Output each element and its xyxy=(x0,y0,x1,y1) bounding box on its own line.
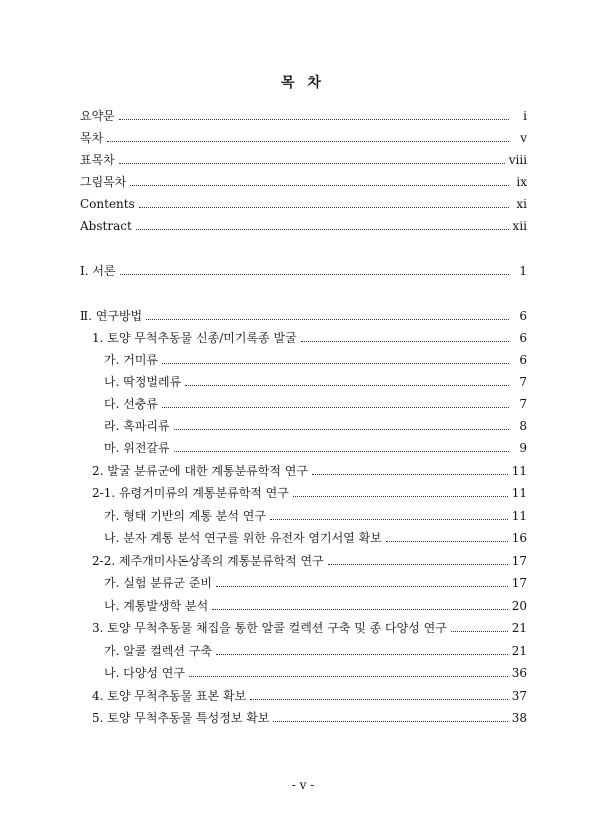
toc-section-1[interactable] xyxy=(92,330,527,346)
toc-entry-page: xii xyxy=(512,219,527,233)
dot-leader xyxy=(293,496,508,497)
toc-entry-label: 나. 딱정벌레류 xyxy=(104,375,182,389)
toc-entry-label: 나. 분자 계통 분석 연구를 위한 유전자 염기서열 확보 xyxy=(104,531,382,545)
toc-subsection-1-da[interactable] xyxy=(104,396,527,412)
dot-leader xyxy=(216,654,508,655)
dot-leader xyxy=(162,407,509,408)
toc-entry-contents-en[interactable] xyxy=(80,196,527,212)
toc-entry-label: 나. 계통발생학 분석 xyxy=(104,599,209,613)
dot-leader xyxy=(212,609,508,610)
toc-entry-label: 표목차 xyxy=(80,153,115,167)
dot-leader xyxy=(174,429,509,430)
dot-leader xyxy=(130,185,509,186)
dot-leader xyxy=(162,363,509,364)
toc-chapter-methods[interactable] xyxy=(80,308,527,324)
dot-leader xyxy=(273,721,507,722)
toc-entry-page: 20 xyxy=(511,599,527,613)
toc-subsection-1-ra[interactable] xyxy=(104,418,527,434)
toc-entry-page: 6 xyxy=(519,331,527,345)
toc-entry-label: 나. 다양성 연구 xyxy=(104,666,185,680)
toc-entry-abstract[interactable] xyxy=(80,218,527,234)
toc-section-2[interactable] xyxy=(92,463,527,479)
toc-entry-page: 11 xyxy=(511,464,527,478)
toc-entry-page: 9 xyxy=(519,441,527,455)
dot-leader xyxy=(328,564,508,565)
toc-subsection-3-na[interactable] xyxy=(104,665,527,681)
dot-leader xyxy=(119,119,509,120)
toc-entry-label: 5. 토양 무척추동물 특성정보 확보 xyxy=(92,711,270,725)
toc-entry-page: ⅷ xyxy=(508,153,527,167)
dot-leader xyxy=(120,274,509,275)
toc-subsection-2-1-na[interactable] xyxy=(104,530,527,546)
dot-leader xyxy=(119,163,505,164)
toc-entry-label: 요약문 xyxy=(80,109,115,123)
toc-subsection-1-ma[interactable] xyxy=(104,440,527,456)
toc-entry-page: v xyxy=(520,131,527,145)
toc-entry-label: Contents xyxy=(80,197,135,211)
toc-entry-label: 2. 발굴 분류군에 대한 계통분류학적 연구 xyxy=(92,464,308,478)
toc-subsection-1-na[interactable] xyxy=(104,374,527,390)
toc-subsection-2-2-na[interactable] xyxy=(104,598,527,614)
dot-leader xyxy=(174,451,509,452)
toc-entry-list-of-tables[interactable] xyxy=(80,152,527,168)
toc-entry-page: 36 xyxy=(511,666,527,680)
toc-entry-label: 다. 선충류 xyxy=(104,397,158,411)
dot-leader xyxy=(250,699,507,700)
toc-chapter-introduction[interactable] xyxy=(80,263,527,279)
toc-entry-label: 라. 혹파리류 xyxy=(104,419,170,433)
toc-section-2-1[interactable] xyxy=(92,485,527,501)
toc-entry-page: 38 xyxy=(511,711,527,725)
toc-entry-list-of-figures[interactable] xyxy=(80,174,527,190)
toc-entry-page: 6 xyxy=(519,353,527,367)
toc-entry-label: 4. 토양 무척추동물 표본 확보 xyxy=(92,689,247,703)
toc-entry-label: 그림목차 xyxy=(80,175,127,189)
toc-entry-page: 21 xyxy=(511,644,527,658)
toc-subsection-2-2-ga[interactable] xyxy=(104,575,527,591)
toc-section-3[interactable] xyxy=(92,620,527,636)
toc-entry-page: 21 xyxy=(511,621,527,635)
toc-entry-label: 2-2. 제주개미사돈상족의 계통분류학적 연구 xyxy=(92,554,324,568)
toc-entry-page: 11 xyxy=(511,509,527,523)
toc-entry-summary[interactable] xyxy=(80,108,527,124)
toc-subsection-3-ga[interactable] xyxy=(104,643,527,659)
toc-entry-page: 7 xyxy=(519,397,527,411)
dot-leader xyxy=(139,207,509,208)
toc-entry-label: 1. 토양 무척추동물 신종/미기록종 발굴 xyxy=(92,331,297,345)
dot-leader xyxy=(189,676,508,677)
toc-entry-contents[interactable] xyxy=(80,130,527,146)
dot-leader xyxy=(386,541,508,542)
toc-entry-label: 가. 형태 기반의 계통 분석 연구 xyxy=(104,509,266,523)
toc-entry-page: ix xyxy=(516,175,527,189)
page-number-footer: - v - xyxy=(291,778,315,792)
dot-leader xyxy=(312,474,508,475)
toc-entry-label: Abstract xyxy=(80,219,132,233)
page-title: 목 차 xyxy=(281,75,325,91)
dot-leader xyxy=(216,586,508,587)
toc-entry-page: 37 xyxy=(511,689,527,703)
dot-leader xyxy=(107,141,509,142)
toc-entry-label: 가. 실험 분류군 준비 xyxy=(104,576,212,590)
toc-entry-page: i xyxy=(523,109,527,123)
toc-section-5[interactable] xyxy=(92,710,527,726)
dot-leader xyxy=(301,341,509,342)
dot-leader xyxy=(146,319,509,320)
toc-entry-page: 17 xyxy=(511,576,527,590)
toc-entry-label: 마. 위전갈류 xyxy=(104,441,170,455)
toc-entry-label: 가. 알콜 컬렉션 구축 xyxy=(104,644,212,658)
toc-subsection-2-1-ga[interactable] xyxy=(104,508,527,524)
dot-leader xyxy=(136,229,509,230)
toc-entry-page: 1 xyxy=(519,264,527,278)
dot-leader xyxy=(270,519,508,520)
toc-entry-page: 17 xyxy=(511,554,527,568)
toc-entry-label: 3. 토양 무척추동물 채집을 통한 알콜 컬렉션 구축 및 종 다양성 연구 xyxy=(92,621,447,635)
toc-entry-page: 16 xyxy=(511,531,527,545)
toc-entry-page: 6 xyxy=(519,309,527,323)
toc-entry-page: xi xyxy=(516,197,527,211)
toc-section-2-2[interactable] xyxy=(92,553,527,569)
toc-section-4[interactable] xyxy=(92,688,527,704)
toc-entry-label: Ⅱ. 연구방법 xyxy=(80,309,143,323)
dot-leader xyxy=(451,631,508,632)
toc-entry-label: Ⅰ. 서론 xyxy=(80,264,116,278)
toc-entry-page: 11 xyxy=(511,486,527,500)
toc-entry-label: 2-1. 유령거미류의 계통분류학적 연구 xyxy=(92,486,289,500)
toc-entry-label: 목차 xyxy=(80,131,104,145)
dot-leader xyxy=(185,385,509,386)
toc-subsection-1-ga[interactable] xyxy=(104,352,527,368)
toc-entry-label: 가. 거미류 xyxy=(104,353,158,367)
toc-entry-page: 8 xyxy=(519,419,527,433)
toc-entry-page: 7 xyxy=(519,375,527,389)
